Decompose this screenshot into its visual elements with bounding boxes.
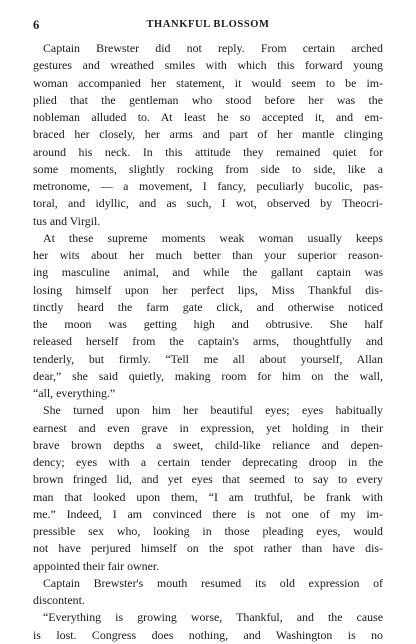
text-line: brown fringed lid, and yet eyes that seemed to say to every: [33, 472, 383, 487]
body-text: [33, 40, 383, 644]
text-line: man that looked upon them, “I am truthful, be frank with: [33, 489, 383, 504]
text-line: not have perjured himself on the spot rather than have dis-: [33, 541, 383, 556]
text-line: Captain Brewster's mouth resumed its old expression of: [43, 575, 383, 590]
text-line: dency; eyes with a certain tender deprecating droop in the: [33, 455, 383, 469]
paragraph: [33, 402, 383, 575]
text-line: released herself from the captain's arms, thoughtfully and: [33, 334, 383, 349]
text-line: toral, and idyllic, and as such, I wot, observed by Theocri-: [33, 196, 383, 211]
text-line: plied that the gentleman who stood before her was the: [33, 92, 383, 107]
text-line: losing himself upon her perfect lips, Miss Thankful dis-: [33, 282, 383, 297]
running-title: THANKFUL BLOSSOM: [146, 19, 270, 30]
text-line: Captain Brewster did not reply. From certain arched: [43, 41, 383, 55]
text-line: braced her closely, her arms and part of her mantle clinging: [33, 127, 383, 142]
paragraph: [33, 40, 383, 230]
paragraph: [33, 609, 383, 644]
text-line: ing masculine animal, and while the gallant captain was: [33, 265, 383, 280]
page-number: 6: [33, 18, 40, 32]
text-line: her wits about her much better than your superior reason-: [33, 248, 383, 262]
text-line: gestures and wreathed smiles with which this forward young: [33, 58, 383, 73]
text-line: At these supreme moments weak woman usually keeps: [43, 230, 383, 245]
text-line: tenderly, but firmly. “Tell me all about yourself, Allan: [33, 351, 383, 366]
text-line: around his neck. In this attitude they remained quiet for: [33, 144, 383, 159]
paragraph: [33, 230, 383, 403]
text-line: the moon was getting high and obtrusive. She half: [33, 317, 383, 331]
text-line: woman accompanied her statement, it would seem to be im-: [33, 75, 383, 90]
text-line: metronome, — a movement, I fancy, peculiarly bucolic, pas-: [33, 179, 383, 193]
text-line: some moments, slightly rocking from side to side, like a: [33, 161, 383, 176]
page-header: [33, 14, 383, 36]
text-line: brave brown depths a sweet, child-like reliance and depen-: [33, 437, 383, 452]
text-line: me.” Indeed, I am convinced there is not one of my im-: [33, 506, 383, 521]
text-line: “all, everything.”: [33, 386, 116, 400]
text-line: is lost. Congress does nothing, and Washington is no: [33, 627, 383, 642]
text-line: appointed their fair owner.: [33, 558, 160, 573]
text-line: dear,” she said quietly, making room for him on the wall,: [33, 368, 383, 383]
text-line: tinctly heard the farm gate click, and otherwise noticed: [33, 299, 383, 314]
book-page: [33, 14, 383, 644]
text-line: discontent.: [33, 593, 85, 607]
text-line: earnest and even grave in expression, yet holding in their: [33, 420, 383, 435]
text-line: “Everything is growing worse, Thankful, and the cause: [43, 610, 383, 625]
text-line: nobleman alluded to. At least he so accepted it, and em-: [33, 110, 383, 124]
paragraph: [33, 575, 383, 610]
text-line: tus and Virgil.: [33, 213, 101, 228]
text-line: pressible sex who, looking in those pleading eyes, would: [33, 524, 383, 538]
text-line: She turned upon him her beautiful eyes; eyes habitually: [43, 403, 383, 418]
